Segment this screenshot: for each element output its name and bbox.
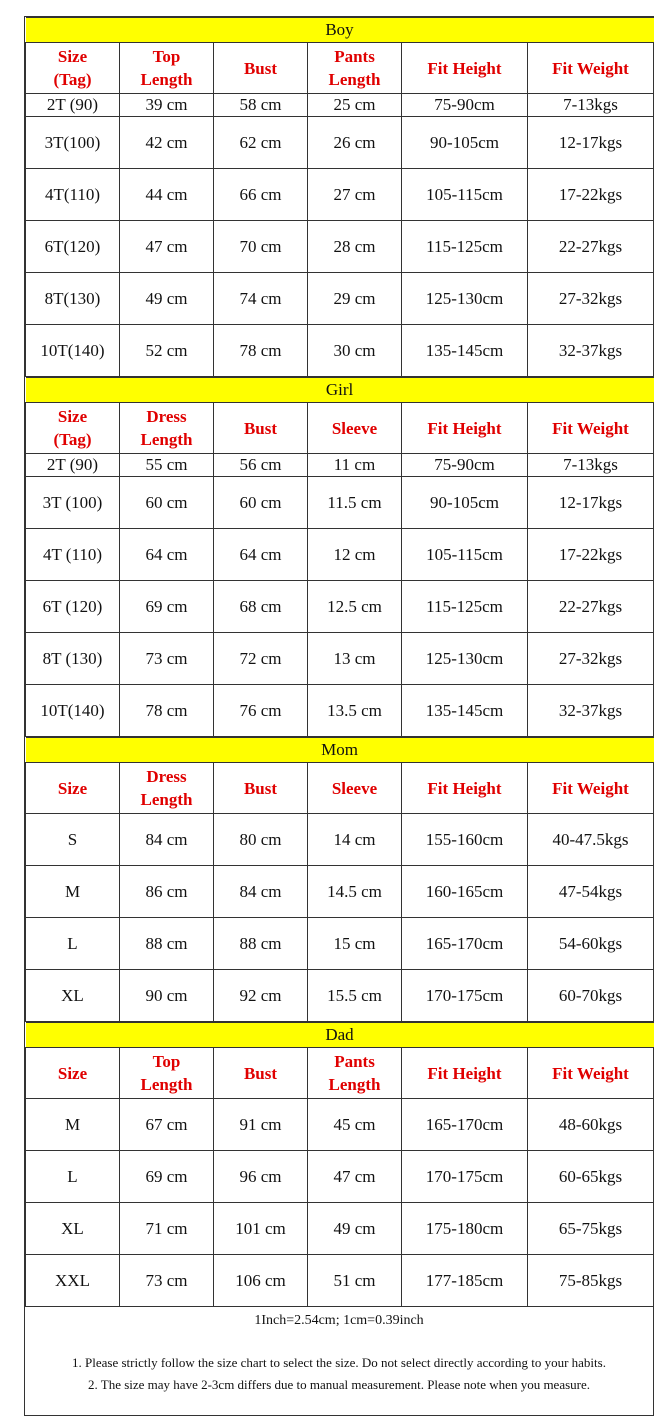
table-cell: 14 cm [308,814,402,866]
table-cell: 10T(140) [26,685,120,737]
table-cell: M [26,1099,120,1151]
table-cell: 32-37kgs [528,325,654,377]
table-cell: 76 cm [214,685,308,737]
table-cell: 96 cm [214,1151,308,1203]
table-row [26,685,654,737]
column-header-row [26,43,654,94]
table-cell: 56 cm [214,454,308,477]
column-header-line: (Tag) [53,70,92,89]
table-cell: 101 cm [214,1203,308,1255]
table-cell: 125-130cm [402,273,528,325]
column-header-line: Fit Height [427,418,502,438]
column-header [402,43,528,94]
table-cell: 8T(130) [26,273,120,325]
table-cell: 75-90cm [402,454,528,477]
column-header-line: Bust [243,778,278,798]
table-cell: 2T (90) [26,94,120,117]
table-cell: 60-70kgs [528,970,654,1022]
column-header-line: Length [140,70,193,89]
column-header [528,43,654,94]
table-cell: 105-115cm [402,529,528,581]
table-cell: S [26,814,120,866]
table-cell: 88 cm [120,918,214,970]
column-header-line: Bust [243,1063,278,1083]
table-row [26,581,654,633]
table-cell: 4T (110) [26,529,120,581]
table-row [26,1203,654,1255]
table-cell: 106 cm [214,1255,308,1307]
column-header-row [26,403,654,454]
table-row [26,866,654,918]
table-cell: 90 cm [120,970,214,1022]
table-row [26,1099,654,1151]
section-table-dad [25,1022,654,1307]
table-cell: 47 cm [308,1151,402,1203]
column-header-line: Fit Weight [552,58,629,78]
column-header [120,43,214,94]
table-cell: 48-60kgs [528,1099,654,1151]
table-cell: 105-115cm [402,169,528,221]
table-row [26,325,654,377]
table-cell: 88 cm [214,918,308,970]
column-header [308,1048,402,1099]
table-cell: 3T (100) [26,477,120,529]
table-cell: XL [26,970,120,1022]
table-cell: 4T(110) [26,169,120,221]
table-cell: 90-105cm [402,477,528,529]
column-header-row [26,763,654,814]
column-header [402,403,528,454]
table-cell: 47-54kgs [528,866,654,918]
column-header [308,403,402,454]
table-cell: 14.5 cm [308,866,402,918]
table-cell: 27-32kgs [528,633,654,685]
table-cell: 26 cm [308,117,402,169]
table-cell: 62 cm [214,117,308,169]
column-header [120,1048,214,1099]
table-cell: 39 cm [120,94,214,117]
table-row [26,117,654,169]
column-header-line: Dress [146,767,187,786]
notes-section [25,1307,653,1415]
column-header-line: Top [152,47,181,66]
table-row [26,477,654,529]
table-row [26,814,654,866]
table-cell: 49 cm [308,1203,402,1255]
table-cell: 49 cm [120,273,214,325]
column-header-line: Length [328,1075,381,1094]
table-cell: 165-170cm [402,918,528,970]
table-row [26,529,654,581]
section-title: Boy [26,18,654,43]
table-cell: 40-47.5kgs [528,814,654,866]
table-cell: 175-180cm [402,1203,528,1255]
column-header-line: (Tag) [53,430,92,449]
column-header-line: Fit Weight [552,418,629,438]
table-cell: 10T(140) [26,325,120,377]
column-header-line: Pants [334,47,375,66]
table-cell: 32-37kgs [528,685,654,737]
table-cell: 72 cm [214,633,308,685]
table-cell: 60-65kgs [528,1151,654,1203]
size-chart-sections [25,17,653,1307]
table-cell: 12-17kgs [528,477,654,529]
column-header-line: Bust [243,58,278,78]
table-cell: 170-175cm [402,970,528,1022]
table-cell: 78 cm [120,685,214,737]
table-cell: 60 cm [120,477,214,529]
table-cell: 54-60kgs [528,918,654,970]
table-row [26,94,654,117]
table-cell: 69 cm [120,581,214,633]
table-cell: 12.5 cm [308,581,402,633]
column-header [26,403,120,454]
table-cell: 7-13kgs [528,94,654,117]
table-cell: 160-165cm [402,866,528,918]
column-header-line: Size [57,407,88,426]
table-cell: 55 cm [120,454,214,477]
table-cell: L [26,918,120,970]
column-header [402,1048,528,1099]
column-header-row [26,1048,654,1099]
table-cell: 75-85kgs [528,1255,654,1307]
column-header-line: Length [140,1075,193,1094]
table-cell: 15 cm [308,918,402,970]
section-title: Dad [26,1023,654,1048]
table-cell: 17-22kgs [528,169,654,221]
column-header-line: Dress [146,407,187,426]
column-header-line: Fit Height [427,1063,502,1083]
table-cell: 58 cm [214,94,308,117]
column-header-line: Size [57,1063,88,1083]
column-header [120,763,214,814]
column-header [528,1048,654,1099]
column-header [214,1048,308,1099]
column-header-line: Length [328,70,381,89]
table-row [26,221,654,273]
table-row [26,633,654,685]
column-header [528,403,654,454]
table-cell: 12-17kgs [528,117,654,169]
table-cell: 42 cm [120,117,214,169]
table-row [26,918,654,970]
column-header-line: Fit Height [427,58,502,78]
table-cell: 45 cm [308,1099,402,1151]
table-cell: 6T (120) [26,581,120,633]
column-header-line: Fit Height [427,778,502,798]
table-cell: 64 cm [214,529,308,581]
table-cell: 84 cm [214,866,308,918]
table-cell: 44 cm [120,169,214,221]
column-header [26,43,120,94]
table-cell: 74 cm [214,273,308,325]
table-cell: 27 cm [308,169,402,221]
column-header [308,763,402,814]
column-header [308,43,402,94]
table-cell: 27-32kgs [528,273,654,325]
column-header [528,763,654,814]
table-row [26,1255,654,1307]
table-cell: 29 cm [308,273,402,325]
table-cell: 155-160cm [402,814,528,866]
column-header [214,763,308,814]
table-cell: 115-125cm [402,221,528,273]
table-row [26,169,654,221]
column-header-line: Bust [243,418,278,438]
table-cell: XXL [26,1255,120,1307]
table-cell: 25 cm [308,94,402,117]
table-cell: XL [26,1203,120,1255]
table-cell: 165-170cm [402,1099,528,1151]
table-cell: 69 cm [120,1151,214,1203]
column-header-line: Fit Weight [552,1063,629,1083]
size-chart [24,16,654,1416]
section-title: Girl [26,378,654,403]
table-cell: 65-75kgs [528,1203,654,1255]
table-cell: 7-13kgs [528,454,654,477]
table-cell: 80 cm [214,814,308,866]
column-header-line: Pants [334,1052,375,1071]
table-cell: 92 cm [214,970,308,1022]
table-cell: 17-22kgs [528,529,654,581]
table-cell: 28 cm [308,221,402,273]
table-cell: M [26,866,120,918]
table-row [26,454,654,477]
table-cell: 60 cm [214,477,308,529]
table-cell: 125-130cm [402,633,528,685]
table-cell: 22-27kgs [528,581,654,633]
table-cell: 11.5 cm [308,477,402,529]
table-cell: 66 cm [214,169,308,221]
section-table-girl [25,377,654,737]
table-cell: 73 cm [120,1255,214,1307]
column-header-line: Sleeve [331,778,378,798]
table-cell: 2T (90) [26,454,120,477]
column-header [214,43,308,94]
column-header-line: Size [57,47,88,66]
table-cell: 52 cm [120,325,214,377]
table-cell: 115-125cm [402,581,528,633]
table-cell: 47 cm [120,221,214,273]
table-cell: 64 cm [120,529,214,581]
section-table-boy [25,17,654,377]
table-cell: 22-27kgs [528,221,654,273]
table-cell: 8T (130) [26,633,120,685]
table-cell: 51 cm [308,1255,402,1307]
table-cell: 67 cm [120,1099,214,1151]
table-cell: 70 cm [214,221,308,273]
table-cell: 75-90cm [402,94,528,117]
column-header-line: Fit Weight [552,778,629,798]
table-cell: 3T(100) [26,117,120,169]
table-cell: L [26,1151,120,1203]
table-cell: 6T(120) [26,221,120,273]
table-cell: 30 cm [308,325,402,377]
column-header [26,763,120,814]
section-title: Mom [26,738,654,763]
column-header-line: Length [140,430,193,449]
section-table-mom [25,737,654,1022]
column-header [120,403,214,454]
table-cell: 84 cm [120,814,214,866]
table-cell: 11 cm [308,454,402,477]
column-header [214,403,308,454]
table-cell: 170-175cm [402,1151,528,1203]
table-cell: 78 cm [214,325,308,377]
column-header [402,763,528,814]
column-header [26,1048,120,1099]
table-cell: 13 cm [308,633,402,685]
table-row [26,970,654,1022]
table-cell: 135-145cm [402,685,528,737]
table-cell: 90-105cm [402,117,528,169]
measurement-tolerance-note: 2. The size may have 2-3cm differs due to manual measurement. Please note when you measure. [87,1377,591,1392]
table-cell: 68 cm [214,581,308,633]
table-cell: 86 cm [120,866,214,918]
table-cell: 91 cm [214,1099,308,1151]
table-cell: 15.5 cm [308,970,402,1022]
table-cell: 71 cm [120,1203,214,1255]
table-cell: 135-145cm [402,325,528,377]
column-header-line: Size [57,778,88,798]
column-header-line: Sleeve [331,418,378,438]
column-header-line: Length [140,790,193,809]
column-header-line: Top [152,1052,181,1071]
table-cell: 177-185cm [402,1255,528,1307]
unit-conversion-note: 1Inch=2.54cm; 1cm=0.39inch [254,1313,424,1328]
table-cell: 12 cm [308,529,402,581]
table-row [26,273,654,325]
table-row [26,1151,654,1203]
size-selection-note: 1. Please strictly follow the size chart to select the size. Do not select directly according to your habits. [72,1355,606,1370]
table-cell: 73 cm [120,633,214,685]
table-cell: 13.5 cm [308,685,402,737]
